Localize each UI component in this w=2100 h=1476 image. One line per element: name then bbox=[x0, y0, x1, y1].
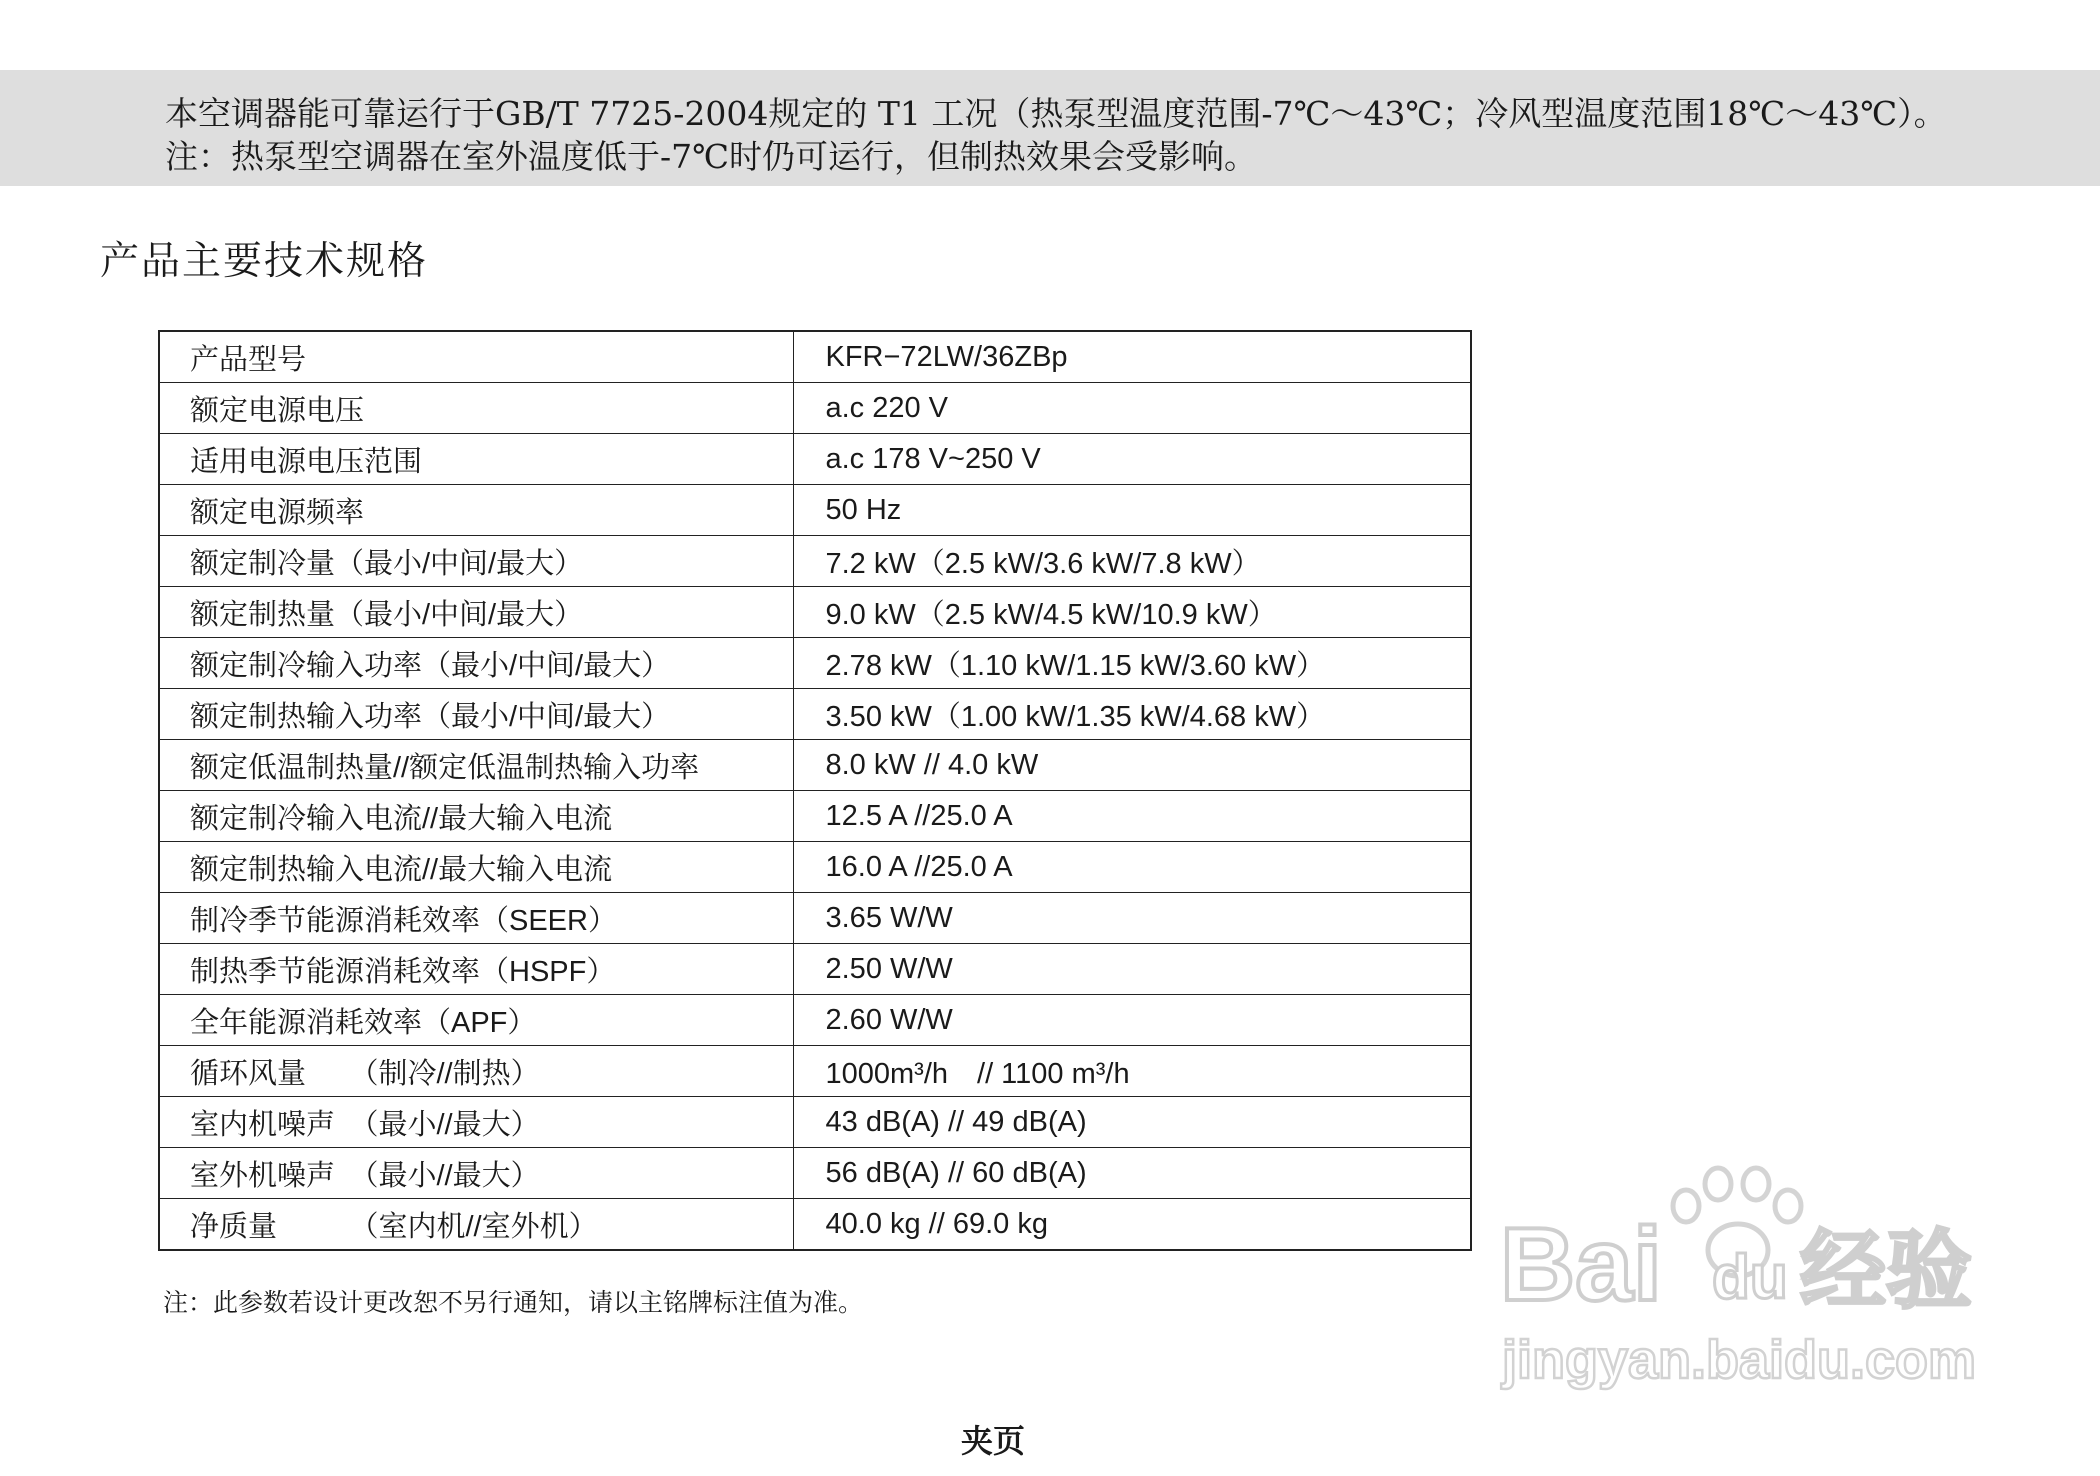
table-row bbox=[159, 1148, 1471, 1199]
spec-label: 制热季节能源消耗效率（HSPF） bbox=[159, 944, 793, 995]
spec-value: 9.0 kW（2.5 kW/4.5 kW/10.9 kW） bbox=[793, 587, 1471, 638]
spec-value: 12.5 A //25.0 A bbox=[793, 791, 1471, 842]
spec-label: 额定制冷输入功率（最小/中间/最大） bbox=[159, 638, 793, 689]
watermark-brand-latin: Bai bbox=[1500, 1207, 1662, 1323]
section-title: 产品主要技术规格 bbox=[100, 239, 429, 284]
spec-label: 室内机噪声 （最小//最大） bbox=[159, 1097, 793, 1148]
table-row bbox=[159, 740, 1471, 791]
spec-label: 额定电源电压 bbox=[159, 383, 793, 434]
table-row bbox=[159, 842, 1471, 893]
spec-value: 40.0 kg // 69.0 kg bbox=[793, 1199, 1471, 1251]
table-row bbox=[159, 587, 1471, 638]
spec-table-body bbox=[159, 331, 1471, 1250]
spec-value: 3.65 W/W bbox=[793, 893, 1471, 944]
footnote: 注：此参数若设计更改恕不另行通知，请以主铭牌标注值为准。 bbox=[163, 1288, 864, 1317]
spec-value: 50 Hz bbox=[793, 485, 1471, 536]
spec-value: 43 dB(A) // 49 dB(A) bbox=[793, 1097, 1471, 1148]
table-row bbox=[159, 383, 1471, 434]
low-temperature-note: 注：热泵型空调器在室外温度低于-7℃时仍可运行，但制热效果会受影响。 bbox=[165, 137, 1258, 176]
table-row bbox=[159, 331, 1471, 383]
table-row bbox=[159, 893, 1471, 944]
spec-value: 56 dB(A) // 60 dB(A) bbox=[793, 1148, 1471, 1199]
spec-value: 1000m³/h // 1100 m³/h bbox=[793, 1046, 1471, 1097]
table-row bbox=[159, 485, 1471, 536]
spec-value: a.c 178 V~250 V bbox=[793, 434, 1471, 485]
spec-value: 16.0 A //25.0 A bbox=[793, 842, 1471, 893]
spec-label: 室外机噪声 （最小//最大） bbox=[159, 1148, 793, 1199]
spec-value: 2.50 W/W bbox=[793, 944, 1471, 995]
operating-conditions-text: 本空调器能可靠运行于GB/T 7725-2004规定的 T1 工况（热泵型温度范围-7℃～43℃；冷风型温度范围18℃～43℃）。 bbox=[165, 94, 1947, 133]
watermark-url: jingyan.baidu.com bbox=[1502, 1330, 1977, 1390]
spec-label: 制冷季节能源消耗效率（SEER） bbox=[159, 893, 793, 944]
spec-value: KFR−72LW/36ZBp bbox=[793, 331, 1471, 383]
table-row bbox=[159, 1199, 1471, 1251]
table-row bbox=[159, 638, 1471, 689]
spec-label: 循环风量 （制冷//制热） bbox=[159, 1046, 793, 1097]
spec-label: 额定制热量（最小/中间/最大） bbox=[159, 587, 793, 638]
spec-label: 净质量 （室内机//室外机） bbox=[159, 1199, 793, 1251]
spec-value: 3.50 kW（1.00 kW/1.35 kW/4.68 kW） bbox=[793, 689, 1471, 740]
spec-label: 适用电源电压范围 bbox=[159, 434, 793, 485]
table-row bbox=[159, 791, 1471, 842]
spec-label: 额定制热输入电流//最大输入电流 bbox=[159, 842, 793, 893]
baidu-jingyan-watermark bbox=[1490, 1150, 2010, 1400]
spec-table bbox=[158, 330, 1472, 1251]
spec-label: 产品型号 bbox=[159, 331, 793, 383]
spec-value: 2.78 kW（1.10 kW/1.15 kW/3.60 kW） bbox=[793, 638, 1471, 689]
table-row bbox=[159, 944, 1471, 995]
spec-value: 2.60 W/W bbox=[793, 995, 1471, 1046]
watermark-brand-du: du bbox=[1712, 1243, 1788, 1312]
notice-banner bbox=[0, 70, 2100, 186]
spec-value: a.c 220 V bbox=[793, 383, 1471, 434]
spec-label: 全年能源消耗效率（APF） bbox=[159, 995, 793, 1046]
spec-label: 额定制冷输入电流//最大输入电流 bbox=[159, 791, 793, 842]
table-row bbox=[159, 536, 1471, 587]
spec-label: 额定低温制热量//额定低温制热输入功率 bbox=[159, 740, 793, 791]
spec-label: 额定制热输入功率（最小/中间/最大） bbox=[159, 689, 793, 740]
table-row bbox=[159, 434, 1471, 485]
page-label: 夹页 bbox=[961, 1422, 1026, 1460]
watermark-brand-cn: 经验 bbox=[1800, 1221, 1972, 1321]
table-row bbox=[159, 1097, 1471, 1148]
spec-value: 8.0 kW // 4.0 kW bbox=[793, 740, 1471, 791]
spec-label: 额定制冷量（最小/中间/最大） bbox=[159, 536, 793, 587]
spec-value: 7.2 kW（2.5 kW/3.6 kW/7.8 kW） bbox=[793, 536, 1471, 587]
table-row bbox=[159, 995, 1471, 1046]
spec-label: 额定电源频率 bbox=[159, 485, 793, 536]
table-row bbox=[159, 689, 1471, 740]
table-row bbox=[159, 1046, 1471, 1097]
